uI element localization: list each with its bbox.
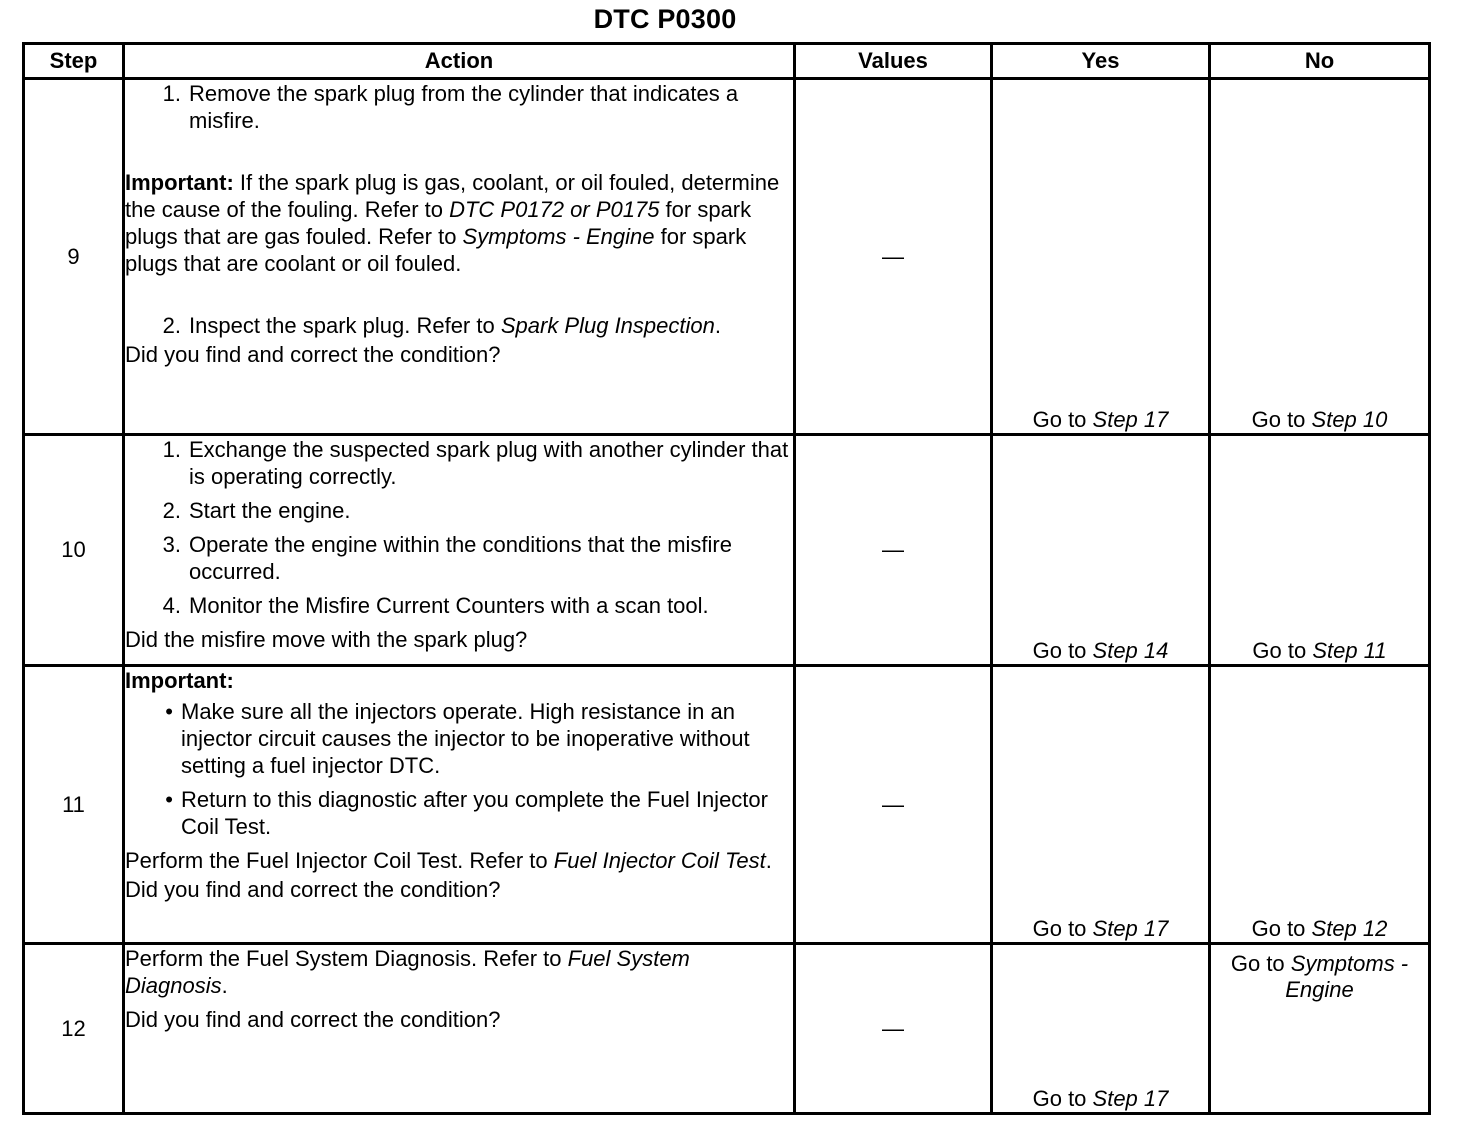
list-item-text: Exchange the suspected spark plug with another cylinder that is operating correctly.	[189, 437, 789, 489]
bullet-glyph: •	[165, 787, 173, 812]
action-cell	[124, 944, 795, 1114]
list-item	[125, 592, 793, 619]
no-cell: Go to Step 10	[1210, 79, 1430, 435]
step-number: 9	[24, 79, 124, 435]
list-item-text: Start the engine.	[189, 498, 351, 523]
action-cell	[124, 79, 795, 435]
yes-cell: Go to Step 14	[992, 435, 1210, 666]
reference-link[interactable]: Fuel Injector Coil Test	[553, 848, 766, 873]
values-cell: —	[795, 79, 992, 435]
list-item	[125, 80, 793, 134]
header-no: No	[1210, 44, 1430, 79]
action-cell	[124, 666, 795, 944]
list-item-number: 4.	[162, 593, 181, 618]
reference-link[interactable]: DTC P0172 or P0175	[449, 197, 660, 222]
question-text: Did the misfire move with the spark plug?	[125, 627, 528, 652]
list-item	[125, 497, 793, 524]
list-item	[125, 786, 793, 840]
list-item	[125, 531, 793, 585]
page-title: DTC P0300	[593, 4, 737, 34]
reference-link[interactable]: Fuel System Diagnosis	[125, 946, 690, 998]
table-row	[24, 435, 1430, 666]
no-cell: Go to Step 11	[1210, 435, 1430, 666]
table-row	[24, 79, 1430, 435]
note-text: If the spark plug is gas, coolant, or oil fouled, determine the cause of the fouling. Refer to	[125, 170, 780, 222]
list-item-text: Operate the engine within the conditions that the misfire occurred.	[189, 532, 732, 584]
list-item-text: Monitor the Misfire Current Counters with a scan tool.	[189, 593, 709, 618]
list-item-number: 2.	[162, 313, 181, 338]
yes-step-link[interactable]: Step 17	[1092, 407, 1169, 432]
list-item-text: Remove the spark plug from the cylinder that indicates a misfire.	[189, 81, 739, 133]
list-item-text: Make sure all the injectors operate. High resistance in an injector circuit causes the injector to be inoperative without setting a fuel injector DTC.	[181, 699, 750, 778]
list-item-text: Inspect the spark plug. Refer to Spark Plug Inspection.	[189, 313, 721, 338]
no-step-link[interactable]: Symptoms - Engine	[1285, 951, 1409, 1002]
perform-text: Perform the Fuel System Diagnosis. Refer to Fuel System Diagnosis.	[125, 946, 690, 998]
important-note	[125, 169, 793, 277]
yes-step-link[interactable]: Step 14	[1092, 638, 1169, 663]
header-step: Step	[24, 44, 124, 79]
no-cell: Go to Step 12	[1210, 666, 1430, 944]
yes-step-link[interactable]: Step 17	[1092, 1086, 1169, 1111]
header-values: Values	[795, 44, 992, 79]
perform-text: Perform the Fuel Injector Coil Test. Refer to Fuel Injector Coil Test.	[125, 848, 772, 873]
reference-link[interactable]: Spark Plug Inspection	[500, 313, 715, 338]
yes-cell: Go to Step 17	[992, 944, 1210, 1114]
note-text: for spark plugs that are gas fouled. Refer to	[125, 197, 752, 249]
action-cell	[124, 435, 795, 666]
list-item	[125, 312, 793, 339]
note-text: for spark plugs that are coolant or oil fouled.	[125, 224, 747, 276]
header-action: Action	[124, 44, 795, 79]
no-cell: Go to Symptoms - Engine	[1210, 944, 1430, 1114]
question-text: Did you find and correct the condition?	[125, 877, 501, 902]
important-label: Important:	[125, 170, 234, 195]
yes-cell: Go to Step 17	[992, 666, 1210, 944]
no-step-link[interactable]: Step 12	[1311, 916, 1388, 941]
no-step-link[interactable]: Step 10	[1311, 407, 1388, 432]
question-text: Did you find and correct the condition?	[125, 342, 501, 367]
yes-step-link[interactable]: Step 17	[1092, 916, 1169, 941]
list-item-text: Return to this diagnostic after you complete the Fuel Injector Coil Test.	[181, 787, 768, 839]
values-cell: —	[795, 944, 992, 1114]
important-label: Important:	[125, 668, 234, 693]
bullet-glyph: •	[165, 699, 173, 724]
yes-cell: Go to Step 17	[992, 79, 1210, 435]
step-number: 10	[24, 435, 124, 666]
list-item	[125, 436, 793, 490]
table-row	[24, 944, 1430, 1114]
list-item	[125, 698, 793, 779]
list-item-number: 1.	[162, 437, 181, 462]
step-number: 12	[24, 944, 124, 1114]
diagnostic-table	[22, 42, 1431, 1115]
values-cell: —	[795, 435, 992, 666]
list-item-number: 3.	[162, 532, 181, 557]
table-header-row	[24, 44, 1430, 79]
header-yes: Yes	[992, 44, 1210, 79]
question-text: Did you find and correct the condition?	[125, 1007, 501, 1032]
no-step-link[interactable]: Step 11	[1312, 638, 1387, 663]
table-row	[24, 666, 1430, 944]
step-number: 11	[24, 666, 124, 944]
list-item-number: 2.	[162, 498, 181, 523]
reference-link[interactable]: Symptoms - Engine	[462, 224, 655, 249]
list-item-number: 1.	[162, 81, 181, 106]
values-cell: —	[795, 666, 992, 944]
